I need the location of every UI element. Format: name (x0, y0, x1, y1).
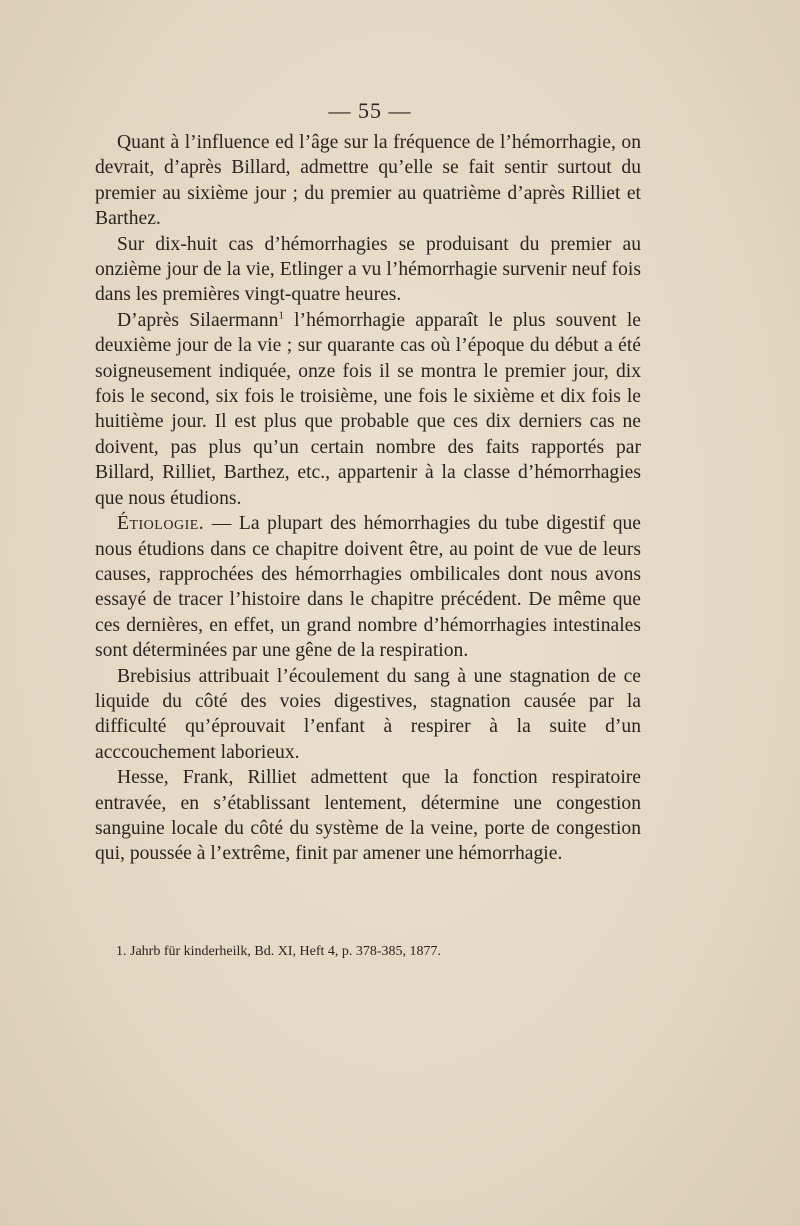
paragraph-4-text: — La plupart des hémorrhagies du tube digestif que nous étudions dans ce chapitre doivent être, au point de vue de leurs causes, rapprochées des hémorrhagies ombilicales dont nous avons essayé de tracer l’histoire dans le chapitre précédent. De même que ces dernières, en effet, un grand nombre d’hémorrhagies intestinales sont déterminées par une gêne de la respiration. (95, 513, 641, 662)
page-number: — 55 — (328, 98, 412, 123)
paragraph-6: Hesse, Frank, Rilliet admettent que la fonction respiratoire entravée, en s’établissant lentement, détermine une congestion sanguine locale du côté du système de la veine, porte de congestion qui, poussée à l’extrême, finit par amener une hémorrhagie. (95, 767, 641, 865)
section-heading-etiologie: Étiologie. (117, 513, 205, 535)
paragraph-3-rest: l’hémorrhagie apparaît le plus souvent le deuxième jour de la vie ; sur quarante cas où l’époque du début a été soigneusement indiquée, onze fois il se montra le premier jour, dix fois le second, six fois le troisième, une fois le sixième et dix fois le huitième jour. Il est plus que probable que ces dix derniers cas ne doivent, pas plus qu’un certain nombre des faits rapportés par Billard, Rilliet, Barthez, etc., appartenir à la classe d’hémorrhagies que nous étudions. (95, 309, 641, 509)
paragraph-3-start: D’après Silaermann (117, 309, 279, 331)
paragraph-1: Quant à l’influence ed l’âge sur la fréquence de l’hémorrhagie, on devrait, d’après Billard, admettre qu’elle se fait sentir surtout du premier au sixième jour ; du premier au quatrième d’après Rilliet et Barthez. (95, 132, 641, 230)
paragraph-2: Sur dix-huit cas d’hémorrhagies se produisant du premier au onzième jour de la vie, Etlinger a vu l’hémorrhagie survenir neuf fois dans les premières vingt-quatre heures. (95, 233, 641, 306)
footnote: 1. Jahrb für kinderheilk, Bd. XI, Heft 4, p. 378-385, 1877. (116, 944, 442, 959)
paragraph-5: Brebisius attribuait l’écoulement du sang à une stagnation de ce liquide du côté des voies digestives, stagnation causée par la difficulté qu’éprouvait l’enfant à respirer à la suite d’un acccouchement laborieux. (95, 665, 641, 763)
paragraph-3 (95, 308, 641, 511)
body-text (95, 130, 641, 867)
footnote-reference: 1 (278, 309, 284, 322)
paragraph-4 (95, 511, 641, 663)
